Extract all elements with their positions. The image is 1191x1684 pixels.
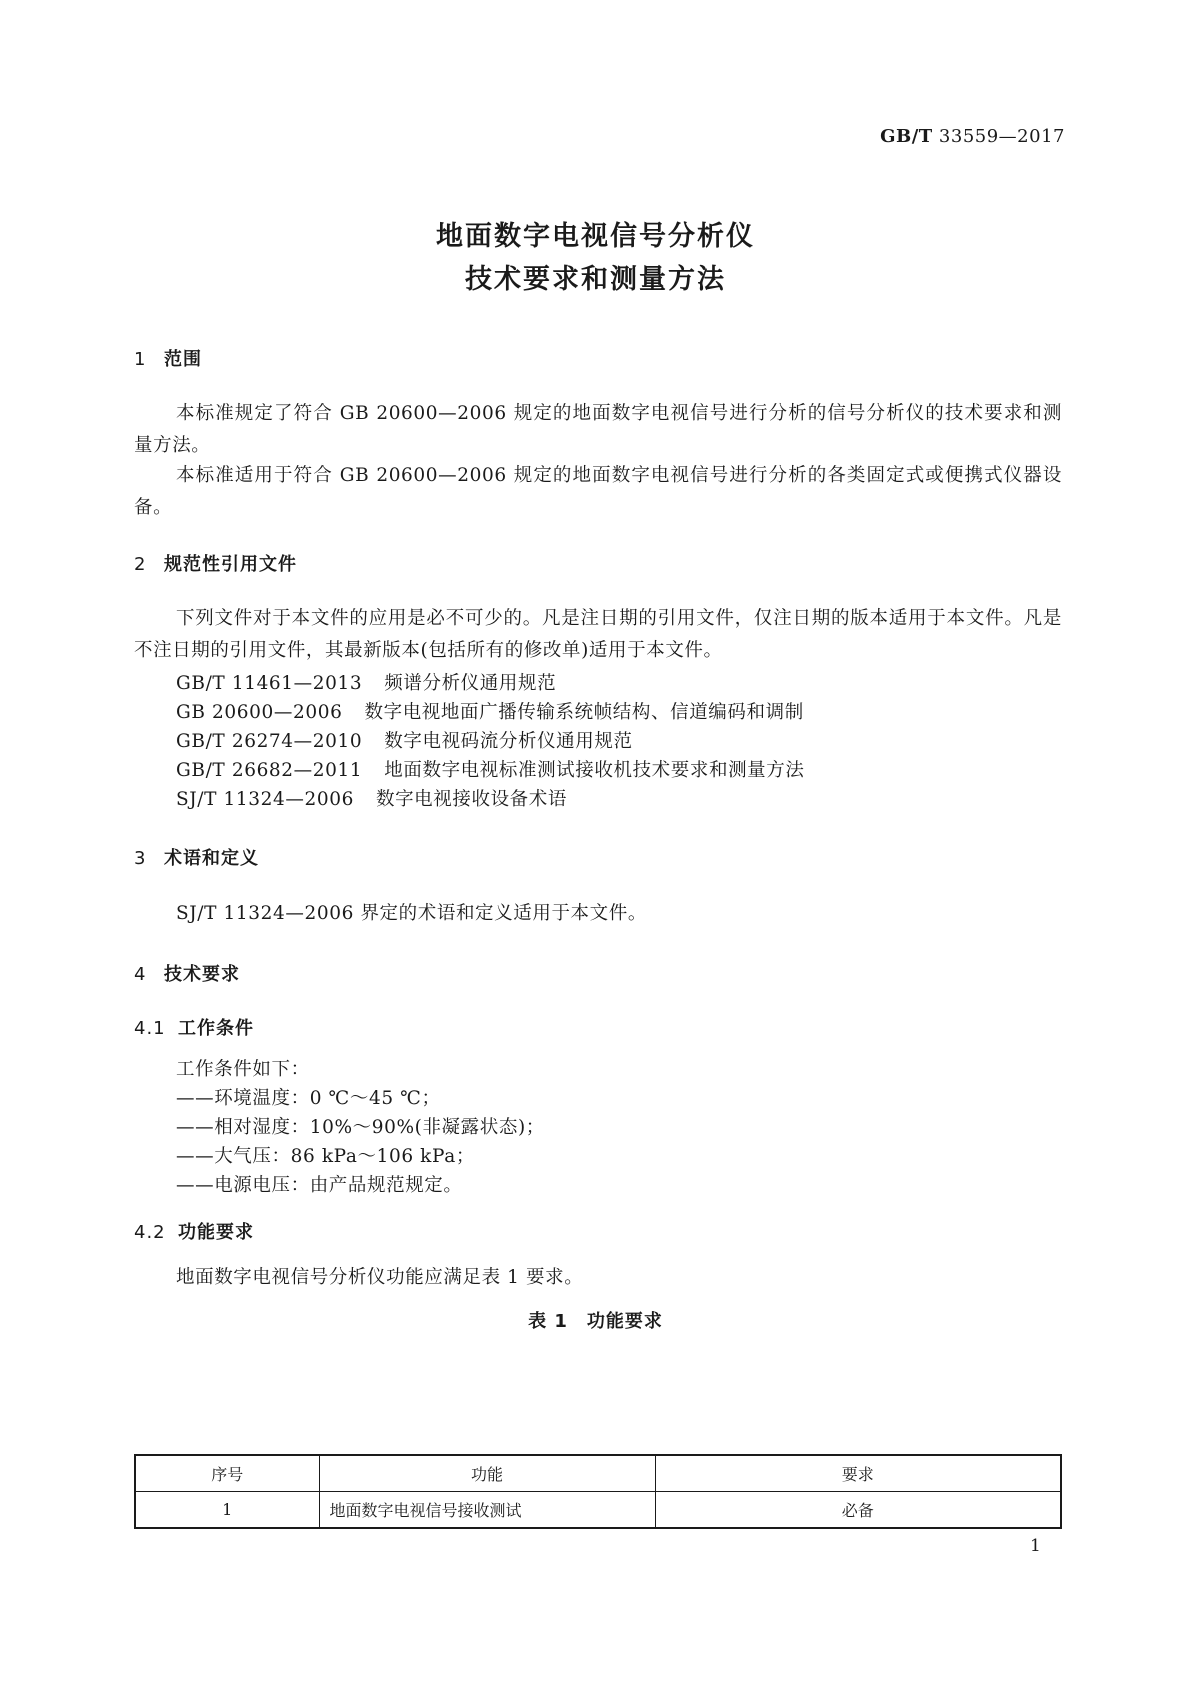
table-1-caption: 表 1 功能要求: [528, 1311, 663, 1332]
reference-item: GB/T 26682—2011 地面数字电视标准测试接收机技术要求和测量方法: [176, 760, 805, 781]
table-header-row: [135, 1455, 1061, 1492]
section-4-2-paragraph: 地面数字电视信号分析仪功能应满足表 1 要求。: [176, 1267, 584, 1288]
reference-item: GB/T 26274—2010 数字电视码流分析仪通用规范: [176, 731, 633, 752]
cell-requirement: 必备: [655, 1492, 1061, 1529]
section-2-heading: 2 规范性引用文件: [134, 554, 297, 575]
reference-item: SJ/T 11324—2006 数字电视接收设备术语: [176, 789, 567, 810]
condition-item: ——相对湿度：10%～90%(非凝露状态)；: [176, 1117, 545, 1138]
section-4-2-heading: 4.2 功能要求: [134, 1222, 254, 1243]
header-cell-function: 功能: [319, 1455, 655, 1492]
standard-code: GB/T 33559—2017: [880, 126, 1065, 147]
reference-item: GB 20600—2006 数字电视地面广播传输系统帧结构、信道编码和调制: [176, 702, 804, 723]
section-1-heading: 1 范围: [134, 349, 202, 370]
condition-item: ——大气压：86 kPa～106 kPa；: [176, 1146, 475, 1167]
header-cell-requirement: 要求: [655, 1455, 1061, 1492]
reference-item: GB/T 11461—2013 频谱分析仪通用规范: [176, 673, 557, 694]
cell-index: 1: [135, 1492, 319, 1529]
document-title-line2: 技术要求和测量方法: [465, 264, 726, 295]
condition-item: ——环境温度：0 ℃～45 ℃；: [176, 1088, 441, 1109]
function-requirements-table: [134, 1454, 1062, 1529]
condition-item: ——电源电压：由产品规范规定。: [176, 1175, 463, 1196]
page-number: 1: [1030, 1536, 1041, 1556]
section-4-heading: 4 技术要求: [134, 964, 240, 985]
document-title-line1: 地面数字电视信号分析仪: [436, 221, 755, 252]
section-1-paragraph-2: 本标准适用于符合 GB 20600—2006 规定的地面数字电视信号进行分析的各类固定式或便携式仪器设备。: [134, 465, 1062, 518]
section-3-paragraph-1: SJ/T 11324—2006 界定的术语和定义适用于本文件。: [176, 903, 647, 924]
header-cell-index: 序号: [135, 1455, 319, 1492]
section-1-paragraph-1: 本标准规定了符合 GB 20600—2006 规定的地面数字电视信号进行分析的信号分析仪的技术要求和测量方法。: [134, 403, 1062, 456]
section-2-paragraph-1: 下列文件对于本文件的应用是必不可少的。凡是注日期的引用文件，仅注日期的版本适用于本文件。凡是不注日期的引用文件，其最新版本(包括所有的修改单)适用于本文件。: [134, 608, 1062, 661]
conditions-intro: 工作条件如下：: [176, 1059, 310, 1080]
table-row: [135, 1492, 1061, 1529]
cell-function: 地面数字电视信号接收测试: [319, 1492, 655, 1529]
section-4-1-heading: 4.1 工作条件: [134, 1018, 254, 1039]
section-3-heading: 3 术语和定义: [134, 848, 259, 869]
